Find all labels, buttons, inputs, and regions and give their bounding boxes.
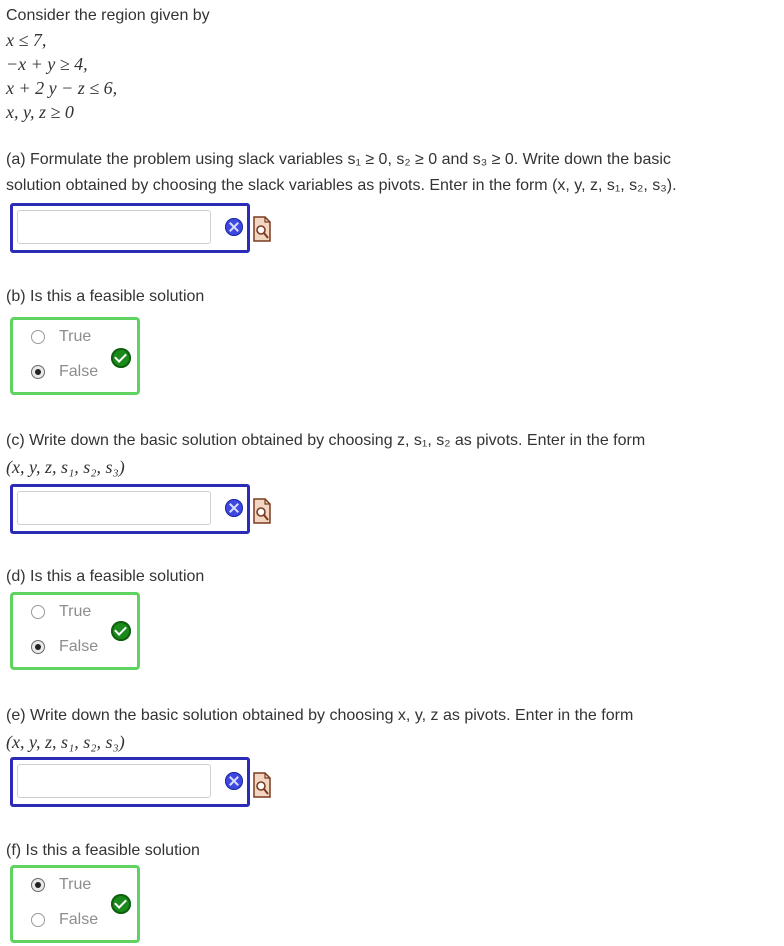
answer-e-input[interactable]: [17, 764, 211, 798]
constraint-3: x + 2 y − z ≤ 6,: [6, 78, 118, 98]
radio-b-true[interactable]: [31, 330, 45, 344]
option-f-true[interactable]: [31, 874, 91, 896]
constraint-2: −x + y ≥ 4,: [6, 54, 88, 74]
question-f-prompt: (f) Is this a feasible solution: [6, 842, 200, 859]
correct-check-icon: [111, 348, 131, 368]
preview-document-icon[interactable]: [252, 498, 272, 524]
question-c-line-1: (c) Write down the basic solution obtained by choosing z, s₁, s₂ as pivots. Enter in the form: [6, 432, 646, 449]
option-d-false-label: False: [59, 638, 99, 655]
preview-document-icon[interactable]: [252, 216, 272, 242]
correct-check-icon: [111, 621, 131, 641]
question-d-prompt: (d) Is this a feasible solution: [6, 568, 205, 585]
constraint-4: x, y, z ≥ 0: [6, 102, 74, 122]
option-b-false[interactable]: [31, 361, 98, 383]
option-f-true-label: True: [59, 876, 92, 893]
choice-f-group: [10, 865, 140, 943]
radio-d-false[interactable]: [31, 640, 45, 654]
intro-title: Consider the region given by: [6, 7, 210, 24]
choice-b-group: [10, 317, 140, 395]
radio-d-true[interactable]: [31, 605, 45, 619]
answer-a-container: [10, 203, 250, 253]
preview-document-icon[interactable]: [252, 772, 272, 798]
option-f-false[interactable]: [31, 909, 98, 931]
answer-e-container: [10, 757, 250, 807]
option-b-true-label: True: [59, 328, 92, 345]
evaluate-icon[interactable]: [225, 772, 243, 790]
question-c-prompt: [6, 428, 645, 480]
option-b-true[interactable]: [31, 326, 91, 348]
option-f-false-label: False: [59, 911, 99, 928]
option-d-true-label: True: [59, 603, 92, 620]
question-b-prompt: (b) Is this a feasible solution: [6, 288, 205, 305]
answer-a-input[interactable]: [17, 210, 211, 244]
answer-c-input[interactable]: [17, 491, 211, 525]
question-e-line-2: (x, y, z, s₁, s₂, s₃): [6, 732, 125, 752]
question-a-line-2: solution obtained by choosing the slack variables as pivots. Enter in the form (x, y, z, s₁, s₂, s₃).: [6, 177, 677, 194]
radio-f-false[interactable]: [31, 913, 45, 927]
option-d-true[interactable]: [31, 601, 91, 623]
question-a-line-1: (a) Formulate the problem using slack variables s₁ ≥ 0, s₂ ≥ 0 and s₃ ≥ 0. Write down the basic: [6, 151, 671, 168]
constraint-1: x ≤ 7,: [6, 30, 47, 50]
problem-intro: [6, 4, 210, 124]
evaluate-icon[interactable]: [225, 499, 243, 517]
evaluate-icon[interactable]: [225, 218, 243, 236]
question-e-prompt: [6, 703, 633, 755]
option-b-false-label: False: [59, 363, 99, 380]
answer-c-container: [10, 484, 250, 534]
choice-d-group: [10, 592, 140, 670]
question-c-line-2: (x, y, z, s₁, s₂, s₃): [6, 457, 125, 477]
question-e-line-1: (e) Write down the basic solution obtained by choosing x, y, z as pivots. Enter in the form: [6, 707, 634, 724]
correct-check-icon: [111, 894, 131, 914]
radio-b-false[interactable]: [31, 365, 45, 379]
question-a-prompt: [6, 147, 677, 199]
radio-f-true[interactable]: [31, 878, 45, 892]
option-d-false[interactable]: [31, 636, 98, 658]
